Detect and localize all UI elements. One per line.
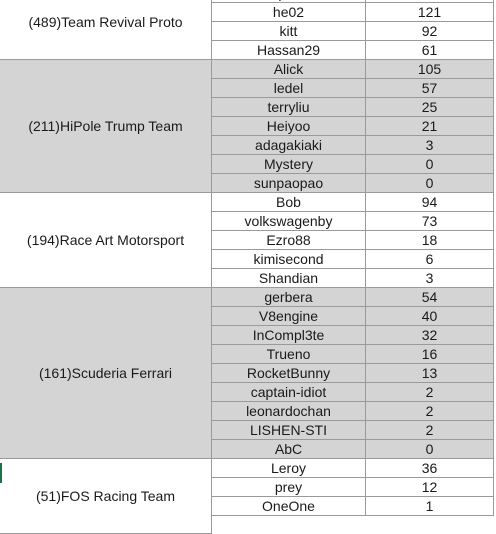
team-name-cell[interactable]: (51)FOS Racing Team (0, 459, 212, 534)
score-cell[interactable]: 36 (366, 459, 494, 478)
player-name-cell[interactable]: kimisecond (212, 250, 366, 269)
score-cell[interactable]: 105 (366, 60, 494, 79)
player-name-cell[interactable]: he02 (212, 3, 366, 22)
table-row (212, 193, 496, 212)
score-cell[interactable]: 57 (366, 79, 494, 98)
score-cell[interactable]: 25 (366, 98, 494, 117)
player-name-cell[interactable]: InCompl3te (212, 326, 366, 345)
team-name-cell[interactable]: (161)Scuderia Ferrari (0, 288, 212, 459)
score-cell[interactable]: 16 (366, 345, 494, 364)
table-row (212, 117, 496, 136)
score-cell[interactable]: 2 (366, 383, 494, 402)
score-cell[interactable]: 6 (366, 250, 494, 269)
table-row (212, 174, 496, 193)
table-row (212, 155, 496, 174)
score-cell[interactable]: 92 (366, 22, 494, 41)
score-cell[interactable]: 2 (366, 421, 494, 440)
active-row-marker (0, 463, 2, 483)
team-block (0, 193, 496, 288)
table-row (212, 22, 496, 41)
player-name-cell[interactable]: terryliu (212, 98, 366, 117)
score-cell[interactable]: 0 (366, 155, 494, 174)
team-block (0, 60, 496, 193)
player-name-cell[interactable]: captain-idiot (212, 383, 366, 402)
player-name-cell[interactable]: volkswagenby (212, 212, 366, 231)
player-name-cell[interactable]: Leroy (212, 459, 366, 478)
player-name-cell[interactable]: kitt (212, 22, 366, 41)
player-name-cell[interactable]: AbC (212, 440, 366, 459)
team-block (0, 459, 496, 516)
table-row (212, 269, 496, 288)
player-name-cell[interactable]: Shandian (212, 269, 366, 288)
table-row (212, 79, 496, 98)
score-cell[interactable]: 54 (366, 288, 494, 307)
score-cell[interactable]: 3 (366, 136, 494, 155)
score-cell[interactable]: 40 (366, 307, 494, 326)
player-name-cell[interactable]: Ezro88 (212, 231, 366, 250)
player-name-cell[interactable]: OneOne (212, 497, 366, 516)
table-row (212, 3, 496, 22)
table-row (212, 497, 496, 516)
table-row (212, 98, 496, 117)
player-name-cell[interactable]: Heiyoo (212, 117, 366, 136)
table-row (212, 212, 496, 231)
score-cell[interactable]: 2 (366, 402, 494, 421)
score-cell[interactable]: 12 (366, 478, 494, 497)
team-name-cell[interactable]: (489)Team Revival Proto (0, 0, 212, 60)
player-name-cell[interactable]: leonardochan (212, 402, 366, 421)
table-row (212, 41, 496, 60)
table-row (212, 364, 496, 383)
table-row (212, 440, 496, 459)
score-cell[interactable]: 73 (366, 212, 494, 231)
player-name-cell[interactable]: LISHEN-STI (212, 421, 366, 440)
score-cell[interactable]: 13 (366, 364, 494, 383)
player-name-cell[interactable]: Mystery (212, 155, 366, 174)
table-row (212, 326, 496, 345)
score-cell[interactable]: 94 (366, 193, 494, 212)
player-name-cell[interactable]: sunpaopao (212, 174, 366, 193)
team-block (0, 288, 496, 459)
player-name-cell[interactable]: V8engine (212, 307, 366, 326)
table-row (212, 421, 496, 440)
player-name-cell[interactable]: gerbera (212, 288, 366, 307)
table-row (212, 402, 496, 421)
table-row (212, 60, 496, 79)
score-cell[interactable]: 61 (366, 41, 494, 60)
table-row (212, 345, 496, 364)
table-row (212, 478, 496, 497)
team-name-cell[interactable]: (194)Race Art Motorsport (0, 193, 212, 288)
player-name-cell[interactable]: adagakiaki (212, 136, 366, 155)
table-row (212, 288, 496, 307)
player-name-cell[interactable]: Trueno (212, 345, 366, 364)
player-name-cell[interactable]: Bob (212, 193, 366, 212)
player-name-cell[interactable]: Hassan29 (212, 41, 366, 60)
score-cell[interactable]: 1 (366, 497, 494, 516)
score-cell[interactable]: 21 (366, 117, 494, 136)
table-row (212, 250, 496, 269)
score-cell[interactable]: 18 (366, 231, 494, 250)
table-row (212, 136, 496, 155)
table-row (212, 383, 496, 402)
score-cell[interactable]: 0 (366, 440, 494, 459)
score-cell[interactable]: 3 (366, 269, 494, 288)
player-name-cell[interactable]: prey (212, 478, 366, 497)
score-cell[interactable]: 32 (366, 326, 494, 345)
table-row (212, 231, 496, 250)
team-block (0, 0, 496, 60)
score-cell[interactable]: 0 (366, 174, 494, 193)
player-name-cell[interactable]: Alick (212, 60, 366, 79)
team-name-cell[interactable]: (211)HiPole Trump Team (0, 60, 212, 193)
score-cell[interactable]: 121 (366, 3, 494, 22)
player-name-cell[interactable]: RocketBunny (212, 364, 366, 383)
player-name-cell[interactable]: ledel (212, 79, 366, 98)
table-row (212, 307, 496, 326)
table-row (212, 459, 496, 478)
